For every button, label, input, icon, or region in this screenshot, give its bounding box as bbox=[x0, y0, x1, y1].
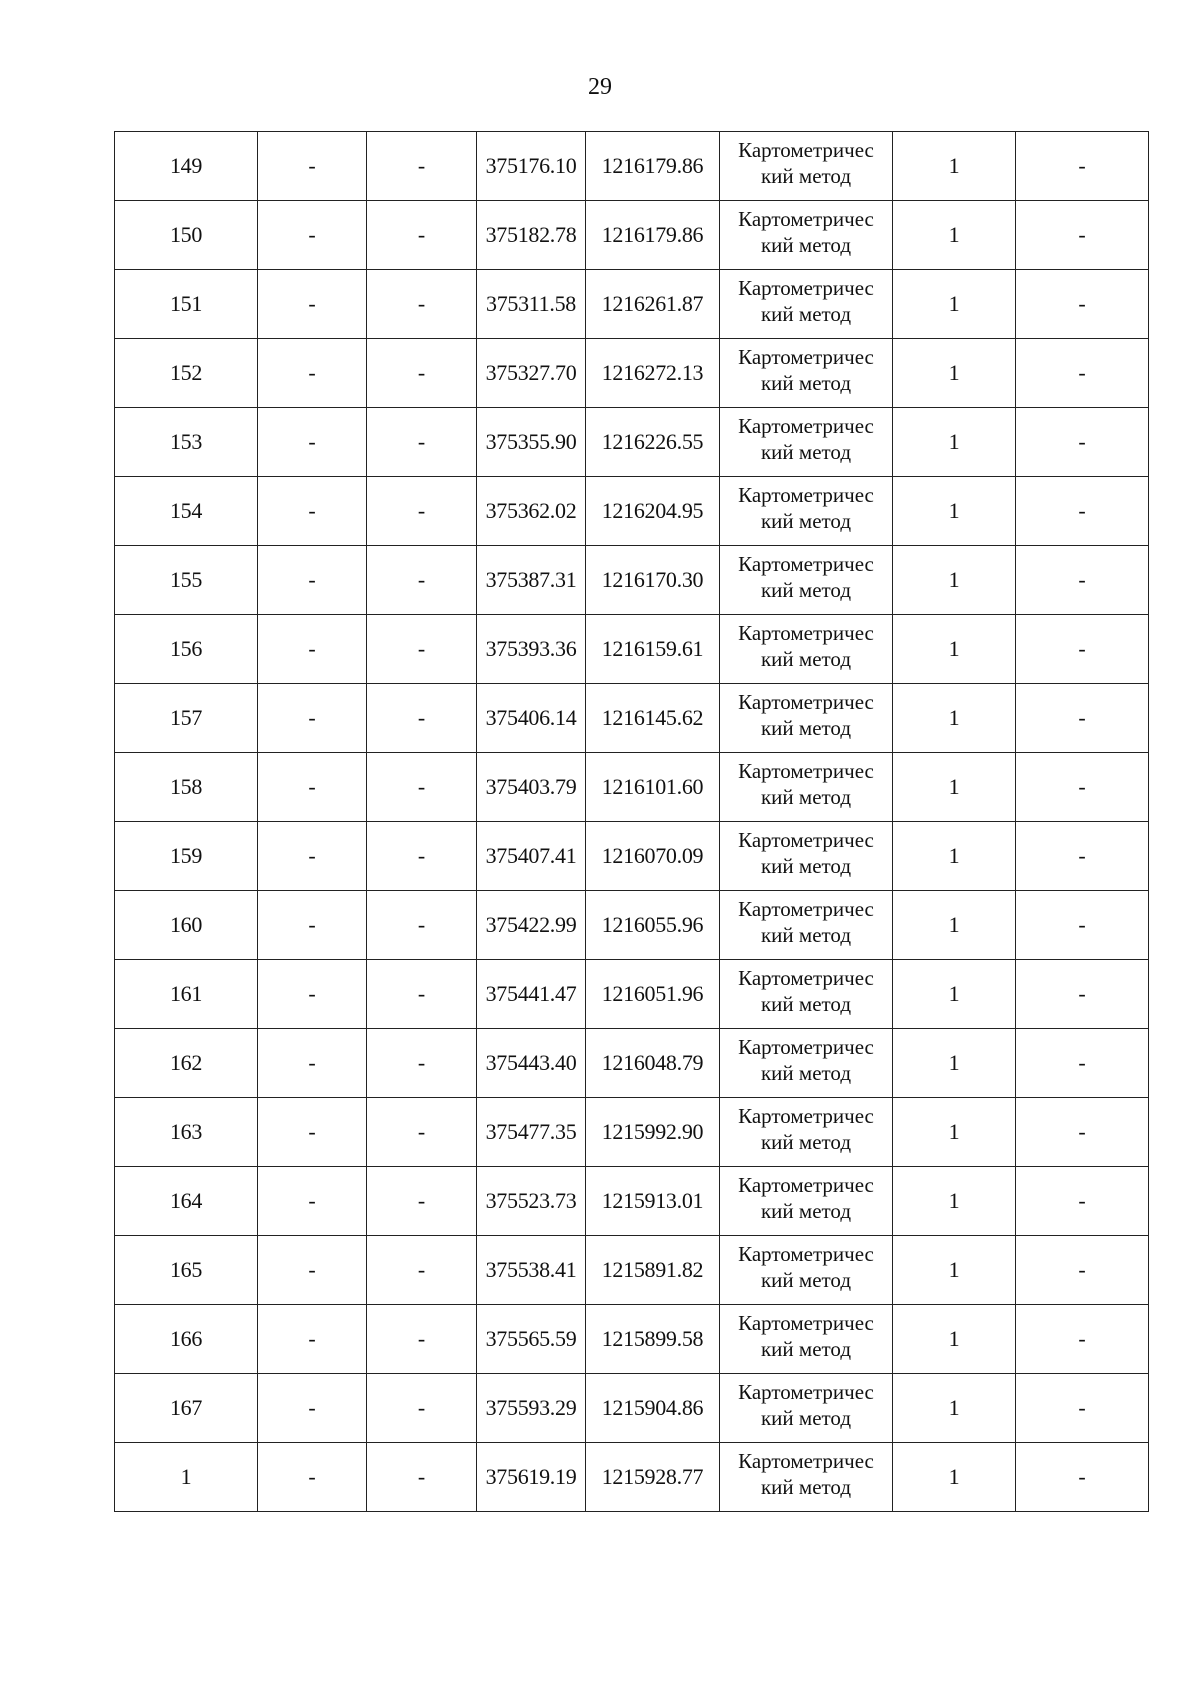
empty-value-cell: - bbox=[1016, 684, 1149, 753]
accuracy-cell: 1 bbox=[893, 477, 1016, 546]
x-coordinate-cell: 375565.59 bbox=[477, 1305, 586, 1374]
table-row bbox=[115, 408, 1149, 477]
method-label-line1: Картометричес bbox=[738, 1380, 874, 1404]
method-cell bbox=[720, 615, 893, 684]
method-cell bbox=[720, 408, 893, 477]
empty-value-cell: - bbox=[367, 1029, 477, 1098]
x-coordinate-cell: 375182.78 bbox=[477, 201, 586, 270]
empty-value-cell: - bbox=[258, 891, 367, 960]
point-number-cell: 150 bbox=[115, 201, 258, 270]
empty-value-cell: - bbox=[367, 339, 477, 408]
empty-value-cell: - bbox=[367, 477, 477, 546]
table-row bbox=[115, 822, 1149, 891]
accuracy-cell: 1 bbox=[893, 1098, 1016, 1167]
method-cell bbox=[720, 339, 893, 408]
empty-value-cell: - bbox=[367, 753, 477, 822]
empty-value-cell: - bbox=[258, 1236, 367, 1305]
y-coordinate-cell: 1216048.79 bbox=[586, 1029, 720, 1098]
method-label-line2: кий метод bbox=[760, 509, 852, 533]
method-label-line2: кий метод bbox=[760, 1406, 852, 1430]
table-row bbox=[115, 546, 1149, 615]
method-label-line2: кий метод bbox=[760, 1268, 852, 1292]
method-label-line1: Картометричес bbox=[738, 483, 874, 507]
empty-value-cell: - bbox=[258, 684, 367, 753]
table-row bbox=[115, 339, 1149, 408]
y-coordinate-cell: 1216226.55 bbox=[586, 408, 720, 477]
empty-value-cell: - bbox=[1016, 1374, 1149, 1443]
x-coordinate-cell: 375619.19 bbox=[477, 1443, 586, 1512]
method-label-line2: кий метод bbox=[760, 371, 852, 395]
point-number-cell: 166 bbox=[115, 1305, 258, 1374]
y-coordinate-cell: 1215899.58 bbox=[586, 1305, 720, 1374]
empty-value-cell: - bbox=[1016, 1443, 1149, 1512]
point-number-cell: 163 bbox=[115, 1098, 258, 1167]
empty-value-cell: - bbox=[367, 960, 477, 1029]
method-cell bbox=[720, 270, 893, 339]
accuracy-cell: 1 bbox=[893, 960, 1016, 1029]
empty-value-cell: - bbox=[258, 546, 367, 615]
method-label-line1: Картометричес bbox=[738, 414, 874, 438]
method-label-line2: кий метод bbox=[760, 647, 852, 671]
method-label-line1: Картометричес bbox=[738, 552, 874, 576]
method-cell bbox=[720, 1305, 893, 1374]
page-number: 29 bbox=[588, 74, 612, 100]
y-coordinate-cell: 1216261.87 bbox=[586, 270, 720, 339]
table-row bbox=[115, 270, 1149, 339]
empty-value-cell: - bbox=[1016, 753, 1149, 822]
method-label-line1: Картометричес bbox=[738, 276, 874, 300]
y-coordinate-cell: 1216145.62 bbox=[586, 684, 720, 753]
empty-value-cell: - bbox=[367, 1167, 477, 1236]
table-row bbox=[115, 753, 1149, 822]
x-coordinate-cell: 375422.99 bbox=[477, 891, 586, 960]
empty-value-cell: - bbox=[367, 1098, 477, 1167]
empty-value-cell: - bbox=[258, 1305, 367, 1374]
method-label-line1: Картометричес bbox=[738, 138, 874, 162]
accuracy-cell: 1 bbox=[893, 1374, 1016, 1443]
point-number-cell: 157 bbox=[115, 684, 258, 753]
method-label-line1: Картометричес bbox=[738, 828, 874, 852]
method-label-line2: кий метод bbox=[760, 1130, 852, 1154]
point-number-cell: 165 bbox=[115, 1236, 258, 1305]
accuracy-cell: 1 bbox=[893, 684, 1016, 753]
x-coordinate-cell: 375327.70 bbox=[477, 339, 586, 408]
y-coordinate-cell: 1216101.60 bbox=[586, 753, 720, 822]
x-coordinate-cell: 375523.73 bbox=[477, 1167, 586, 1236]
empty-value-cell: - bbox=[1016, 1029, 1149, 1098]
empty-value-cell: - bbox=[367, 1374, 477, 1443]
empty-value-cell: - bbox=[367, 1305, 477, 1374]
method-cell bbox=[720, 477, 893, 546]
y-coordinate-cell: 1216070.09 bbox=[586, 822, 720, 891]
empty-value-cell: - bbox=[367, 270, 477, 339]
x-coordinate-cell: 375355.90 bbox=[477, 408, 586, 477]
empty-value-cell: - bbox=[258, 822, 367, 891]
empty-value-cell: - bbox=[367, 822, 477, 891]
point-number-cell: 164 bbox=[115, 1167, 258, 1236]
empty-value-cell: - bbox=[1016, 546, 1149, 615]
empty-value-cell: - bbox=[1016, 1098, 1149, 1167]
point-number-cell: 154 bbox=[115, 477, 258, 546]
method-label-line2: кий метод bbox=[760, 785, 852, 809]
method-label-line2: кий метод bbox=[760, 854, 852, 878]
y-coordinate-cell: 1215992.90 bbox=[586, 1098, 720, 1167]
x-coordinate-cell: 375387.31 bbox=[477, 546, 586, 615]
table-row bbox=[115, 1167, 1149, 1236]
empty-value-cell: - bbox=[258, 1443, 367, 1512]
x-coordinate-cell: 375443.40 bbox=[477, 1029, 586, 1098]
y-coordinate-cell: 1216170.30 bbox=[586, 546, 720, 615]
accuracy-cell: 1 bbox=[893, 1443, 1016, 1512]
method-cell bbox=[720, 546, 893, 615]
method-cell bbox=[720, 1374, 893, 1443]
x-coordinate-cell: 375403.79 bbox=[477, 753, 586, 822]
method-cell bbox=[720, 132, 893, 201]
empty-value-cell: - bbox=[367, 684, 477, 753]
point-number-cell: 149 bbox=[115, 132, 258, 201]
method-label-line1: Картометричес bbox=[738, 1173, 874, 1197]
accuracy-cell: 1 bbox=[893, 753, 1016, 822]
method-label-line1: Картометричес bbox=[738, 966, 874, 990]
method-cell bbox=[720, 201, 893, 270]
empty-value-cell: - bbox=[258, 408, 367, 477]
point-number-cell: 167 bbox=[115, 1374, 258, 1443]
method-cell bbox=[720, 1029, 893, 1098]
method-label-line2: кий метод bbox=[760, 1475, 852, 1499]
table-body bbox=[115, 132, 1149, 1512]
accuracy-cell: 1 bbox=[893, 546, 1016, 615]
point-number-cell: 159 bbox=[115, 822, 258, 891]
empty-value-cell: - bbox=[367, 408, 477, 477]
method-label-line2: кий метод bbox=[760, 164, 852, 188]
empty-value-cell: - bbox=[1016, 1305, 1149, 1374]
y-coordinate-cell: 1215891.82 bbox=[586, 1236, 720, 1305]
empty-value-cell: - bbox=[367, 132, 477, 201]
point-number-cell: 1 bbox=[115, 1443, 258, 1512]
empty-value-cell: - bbox=[258, 615, 367, 684]
table-row bbox=[115, 477, 1149, 546]
point-number-cell: 152 bbox=[115, 339, 258, 408]
table-row bbox=[115, 1305, 1149, 1374]
method-label-line2: кий метод bbox=[760, 716, 852, 740]
empty-value-cell: - bbox=[258, 201, 367, 270]
empty-value-cell: - bbox=[258, 1029, 367, 1098]
point-number-cell: 153 bbox=[115, 408, 258, 477]
x-coordinate-cell: 375593.29 bbox=[477, 1374, 586, 1443]
y-coordinate-cell: 1216179.86 bbox=[586, 132, 720, 201]
table-row bbox=[115, 1236, 1149, 1305]
accuracy-cell: 1 bbox=[893, 615, 1016, 684]
table-row bbox=[115, 132, 1149, 201]
x-coordinate-cell: 375477.35 bbox=[477, 1098, 586, 1167]
point-number-cell: 156 bbox=[115, 615, 258, 684]
method-label-line2: кий метод bbox=[760, 302, 852, 326]
method-cell bbox=[720, 822, 893, 891]
method-label-line1: Картометричес bbox=[738, 1035, 874, 1059]
table-row bbox=[115, 1374, 1149, 1443]
empty-value-cell: - bbox=[1016, 477, 1149, 546]
accuracy-cell: 1 bbox=[893, 1029, 1016, 1098]
method-cell bbox=[720, 1167, 893, 1236]
method-cell bbox=[720, 753, 893, 822]
y-coordinate-cell: 1215913.01 bbox=[586, 1167, 720, 1236]
method-cell bbox=[720, 891, 893, 960]
accuracy-cell: 1 bbox=[893, 408, 1016, 477]
empty-value-cell: - bbox=[258, 270, 367, 339]
empty-value-cell: - bbox=[367, 201, 477, 270]
y-coordinate-cell: 1215928.77 bbox=[586, 1443, 720, 1512]
method-cell bbox=[720, 684, 893, 753]
accuracy-cell: 1 bbox=[893, 891, 1016, 960]
table-row bbox=[115, 615, 1149, 684]
point-number-cell: 151 bbox=[115, 270, 258, 339]
coordinates-table bbox=[114, 131, 1149, 1512]
empty-value-cell: - bbox=[1016, 615, 1149, 684]
method-cell bbox=[720, 1098, 893, 1167]
empty-value-cell: - bbox=[367, 1443, 477, 1512]
table-row bbox=[115, 1443, 1149, 1512]
y-coordinate-cell: 1216204.95 bbox=[586, 477, 720, 546]
table-row bbox=[115, 1098, 1149, 1167]
method-label-line2: кий метод bbox=[760, 233, 852, 257]
table-row bbox=[115, 891, 1149, 960]
x-coordinate-cell: 375538.41 bbox=[477, 1236, 586, 1305]
accuracy-cell: 1 bbox=[893, 339, 1016, 408]
method-label-line2: кий метод bbox=[760, 1199, 852, 1223]
empty-value-cell: - bbox=[258, 339, 367, 408]
accuracy-cell: 1 bbox=[893, 1236, 1016, 1305]
x-coordinate-cell: 375407.41 bbox=[477, 822, 586, 891]
x-coordinate-cell: 375441.47 bbox=[477, 960, 586, 1029]
method-label-line1: Картометричес bbox=[738, 1449, 874, 1473]
method-label-line2: кий метод bbox=[760, 578, 852, 602]
y-coordinate-cell: 1216159.61 bbox=[586, 615, 720, 684]
y-coordinate-cell: 1216272.13 bbox=[586, 339, 720, 408]
method-label-line1: Картометричес bbox=[738, 1242, 874, 1266]
method-label-line1: Картометричес bbox=[738, 897, 874, 921]
accuracy-cell: 1 bbox=[893, 822, 1016, 891]
point-number-cell: 160 bbox=[115, 891, 258, 960]
empty-value-cell: - bbox=[258, 1098, 367, 1167]
empty-value-cell: - bbox=[258, 477, 367, 546]
empty-value-cell: - bbox=[1016, 1167, 1149, 1236]
empty-value-cell: - bbox=[1016, 201, 1149, 270]
table-row bbox=[115, 1029, 1149, 1098]
method-label-line1: Картометричес bbox=[738, 207, 874, 231]
point-number-cell: 155 bbox=[115, 546, 258, 615]
point-number-cell: 161 bbox=[115, 960, 258, 1029]
empty-value-cell: - bbox=[1016, 408, 1149, 477]
method-cell bbox=[720, 1443, 893, 1512]
empty-value-cell: - bbox=[258, 132, 367, 201]
y-coordinate-cell: 1216055.96 bbox=[586, 891, 720, 960]
table-row bbox=[115, 960, 1149, 1029]
accuracy-cell: 1 bbox=[893, 1167, 1016, 1236]
x-coordinate-cell: 375311.58 bbox=[477, 270, 586, 339]
empty-value-cell: - bbox=[258, 753, 367, 822]
empty-value-cell: - bbox=[258, 1374, 367, 1443]
empty-value-cell: - bbox=[367, 615, 477, 684]
method-label-line1: Картометричес bbox=[738, 1104, 874, 1128]
empty-value-cell: - bbox=[258, 1167, 367, 1236]
accuracy-cell: 1 bbox=[893, 201, 1016, 270]
method-label-line2: кий метод bbox=[760, 440, 852, 464]
x-coordinate-cell: 375393.36 bbox=[477, 615, 586, 684]
empty-value-cell: - bbox=[1016, 1236, 1149, 1305]
point-number-cell: 162 bbox=[115, 1029, 258, 1098]
method-label-line1: Картометричес bbox=[738, 1311, 874, 1335]
method-cell bbox=[720, 960, 893, 1029]
empty-value-cell: - bbox=[1016, 822, 1149, 891]
method-label-line2: кий метод bbox=[760, 923, 852, 947]
method-cell bbox=[720, 1236, 893, 1305]
empty-value-cell: - bbox=[1016, 132, 1149, 201]
x-coordinate-cell: 375362.02 bbox=[477, 477, 586, 546]
empty-value-cell: - bbox=[1016, 891, 1149, 960]
accuracy-cell: 1 bbox=[893, 270, 1016, 339]
accuracy-cell: 1 bbox=[893, 1305, 1016, 1374]
method-label-line2: кий метод bbox=[760, 992, 852, 1016]
accuracy-cell: 1 bbox=[893, 132, 1016, 201]
empty-value-cell: - bbox=[367, 1236, 477, 1305]
method-label-line1: Картометричес bbox=[738, 690, 874, 714]
y-coordinate-cell: 1216051.96 bbox=[586, 960, 720, 1029]
empty-value-cell: - bbox=[367, 891, 477, 960]
table-row bbox=[115, 201, 1149, 270]
point-number-cell: 158 bbox=[115, 753, 258, 822]
y-coordinate-cell: 1216179.86 bbox=[586, 201, 720, 270]
method-label-line1: Картометричес bbox=[738, 621, 874, 645]
empty-value-cell: - bbox=[1016, 270, 1149, 339]
empty-value-cell: - bbox=[1016, 339, 1149, 408]
table-row bbox=[115, 684, 1149, 753]
method-label-line2: кий метод bbox=[760, 1337, 852, 1361]
empty-value-cell: - bbox=[1016, 960, 1149, 1029]
method-label-line2: кий метод bbox=[760, 1061, 852, 1085]
y-coordinate-cell: 1215904.86 bbox=[586, 1374, 720, 1443]
empty-value-cell: - bbox=[367, 546, 477, 615]
x-coordinate-cell: 375406.14 bbox=[477, 684, 586, 753]
x-coordinate-cell: 375176.10 bbox=[477, 132, 586, 201]
method-label-line1: Картометричес bbox=[738, 345, 874, 369]
method-label-line1: Картометричес bbox=[738, 759, 874, 783]
empty-value-cell: - bbox=[258, 960, 367, 1029]
